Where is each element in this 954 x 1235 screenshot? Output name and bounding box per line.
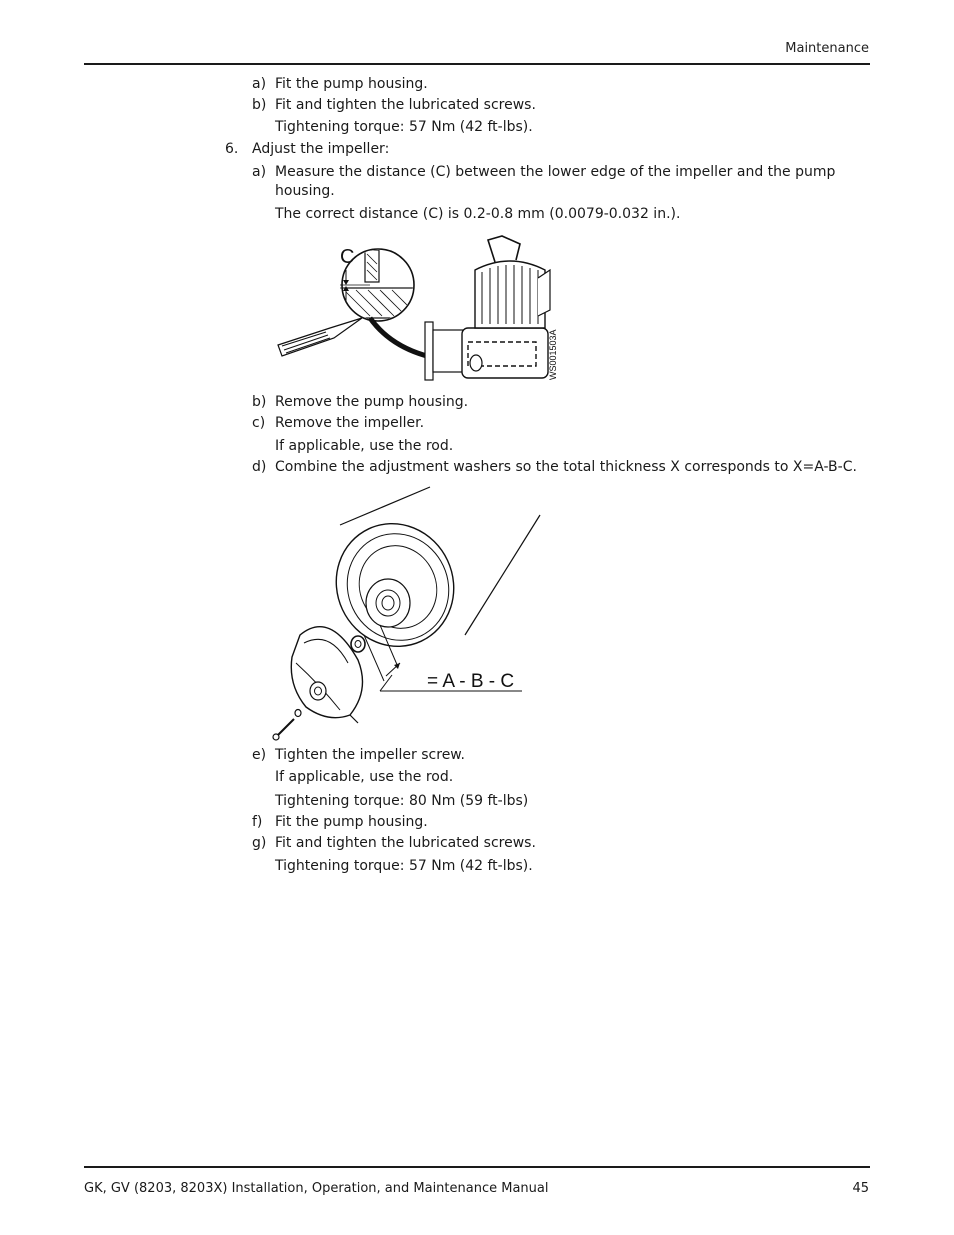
figure-adjustment-washers <box>270 485 560 745</box>
substep-marker-e: e) <box>252 747 267 763</box>
substep-e-note1: If applicable, use the rod. <box>275 769 454 785</box>
footer-rule <box>84 1166 870 1168</box>
substep-marker-c: c) <box>252 415 266 431</box>
substep-e-note2: Tightening torque: 80 Nm (59 ft-lbs) <box>275 793 529 809</box>
step-6-title: Adjust the impeller: <box>252 141 390 157</box>
figure-code: WS001503A <box>548 329 558 380</box>
substep-d-text: Combine the adjustment washers so the total thickness X corresponds to X=A-B-C. <box>275 459 857 475</box>
step-marker-b: b) <box>252 97 267 113</box>
substep-marker-g: g) <box>252 835 267 851</box>
step-marker-a: a) <box>252 76 267 92</box>
substep-a-note: The correct distance (C) is 0.2-0.8 mm (0.0079-0.032 in.). <box>275 206 681 222</box>
substep-g-text: Fit and tighten the lubricated screws. <box>275 835 536 851</box>
formula-label: = A - B - C <box>427 671 515 692</box>
substep-e-text: Tighten the impeller screw. <box>275 747 465 763</box>
substep-marker-d: d) <box>252 459 267 475</box>
footer-manual-title: GK, GV (8203, 8203X) Installation, Operation, and Maintenance Manual <box>84 1181 549 1196</box>
substep-b-text: Remove the pump housing. <box>275 394 469 410</box>
substep-a-line2: housing. <box>275 183 335 199</box>
substep-marker-b: b) <box>252 394 267 410</box>
step-number-6: 6. <box>225 141 239 157</box>
step-text-fit-housing: Fit the pump housing. <box>275 76 428 92</box>
substep-g-note: Tightening torque: 57 Nm (42 ft-lbs). <box>275 858 533 874</box>
substep-f-text: Fit the pump housing. <box>275 814 428 830</box>
substep-c-text: Remove the impeller. <box>275 415 425 431</box>
torque-note: Tightening torque: 57 Nm (42 ft-lbs). <box>275 119 533 135</box>
substep-marker-a: a) <box>252 164 267 180</box>
header-rule <box>84 63 870 65</box>
step-text-tighten-screws: Fit and tighten the lubricated screws. <box>275 97 536 113</box>
substep-marker-f: f) <box>252 814 263 830</box>
page-number: 45 <box>852 1181 869 1196</box>
running-header-section: Maintenance <box>785 41 869 56</box>
substep-c-note: If applicable, use the rod. <box>275 438 454 454</box>
label-c: C <box>340 246 355 268</box>
figure-measure-distance-c <box>270 230 570 390</box>
substep-a-line1: Measure the distance (C) between the lower edge of the impeller and the pump <box>275 164 836 180</box>
